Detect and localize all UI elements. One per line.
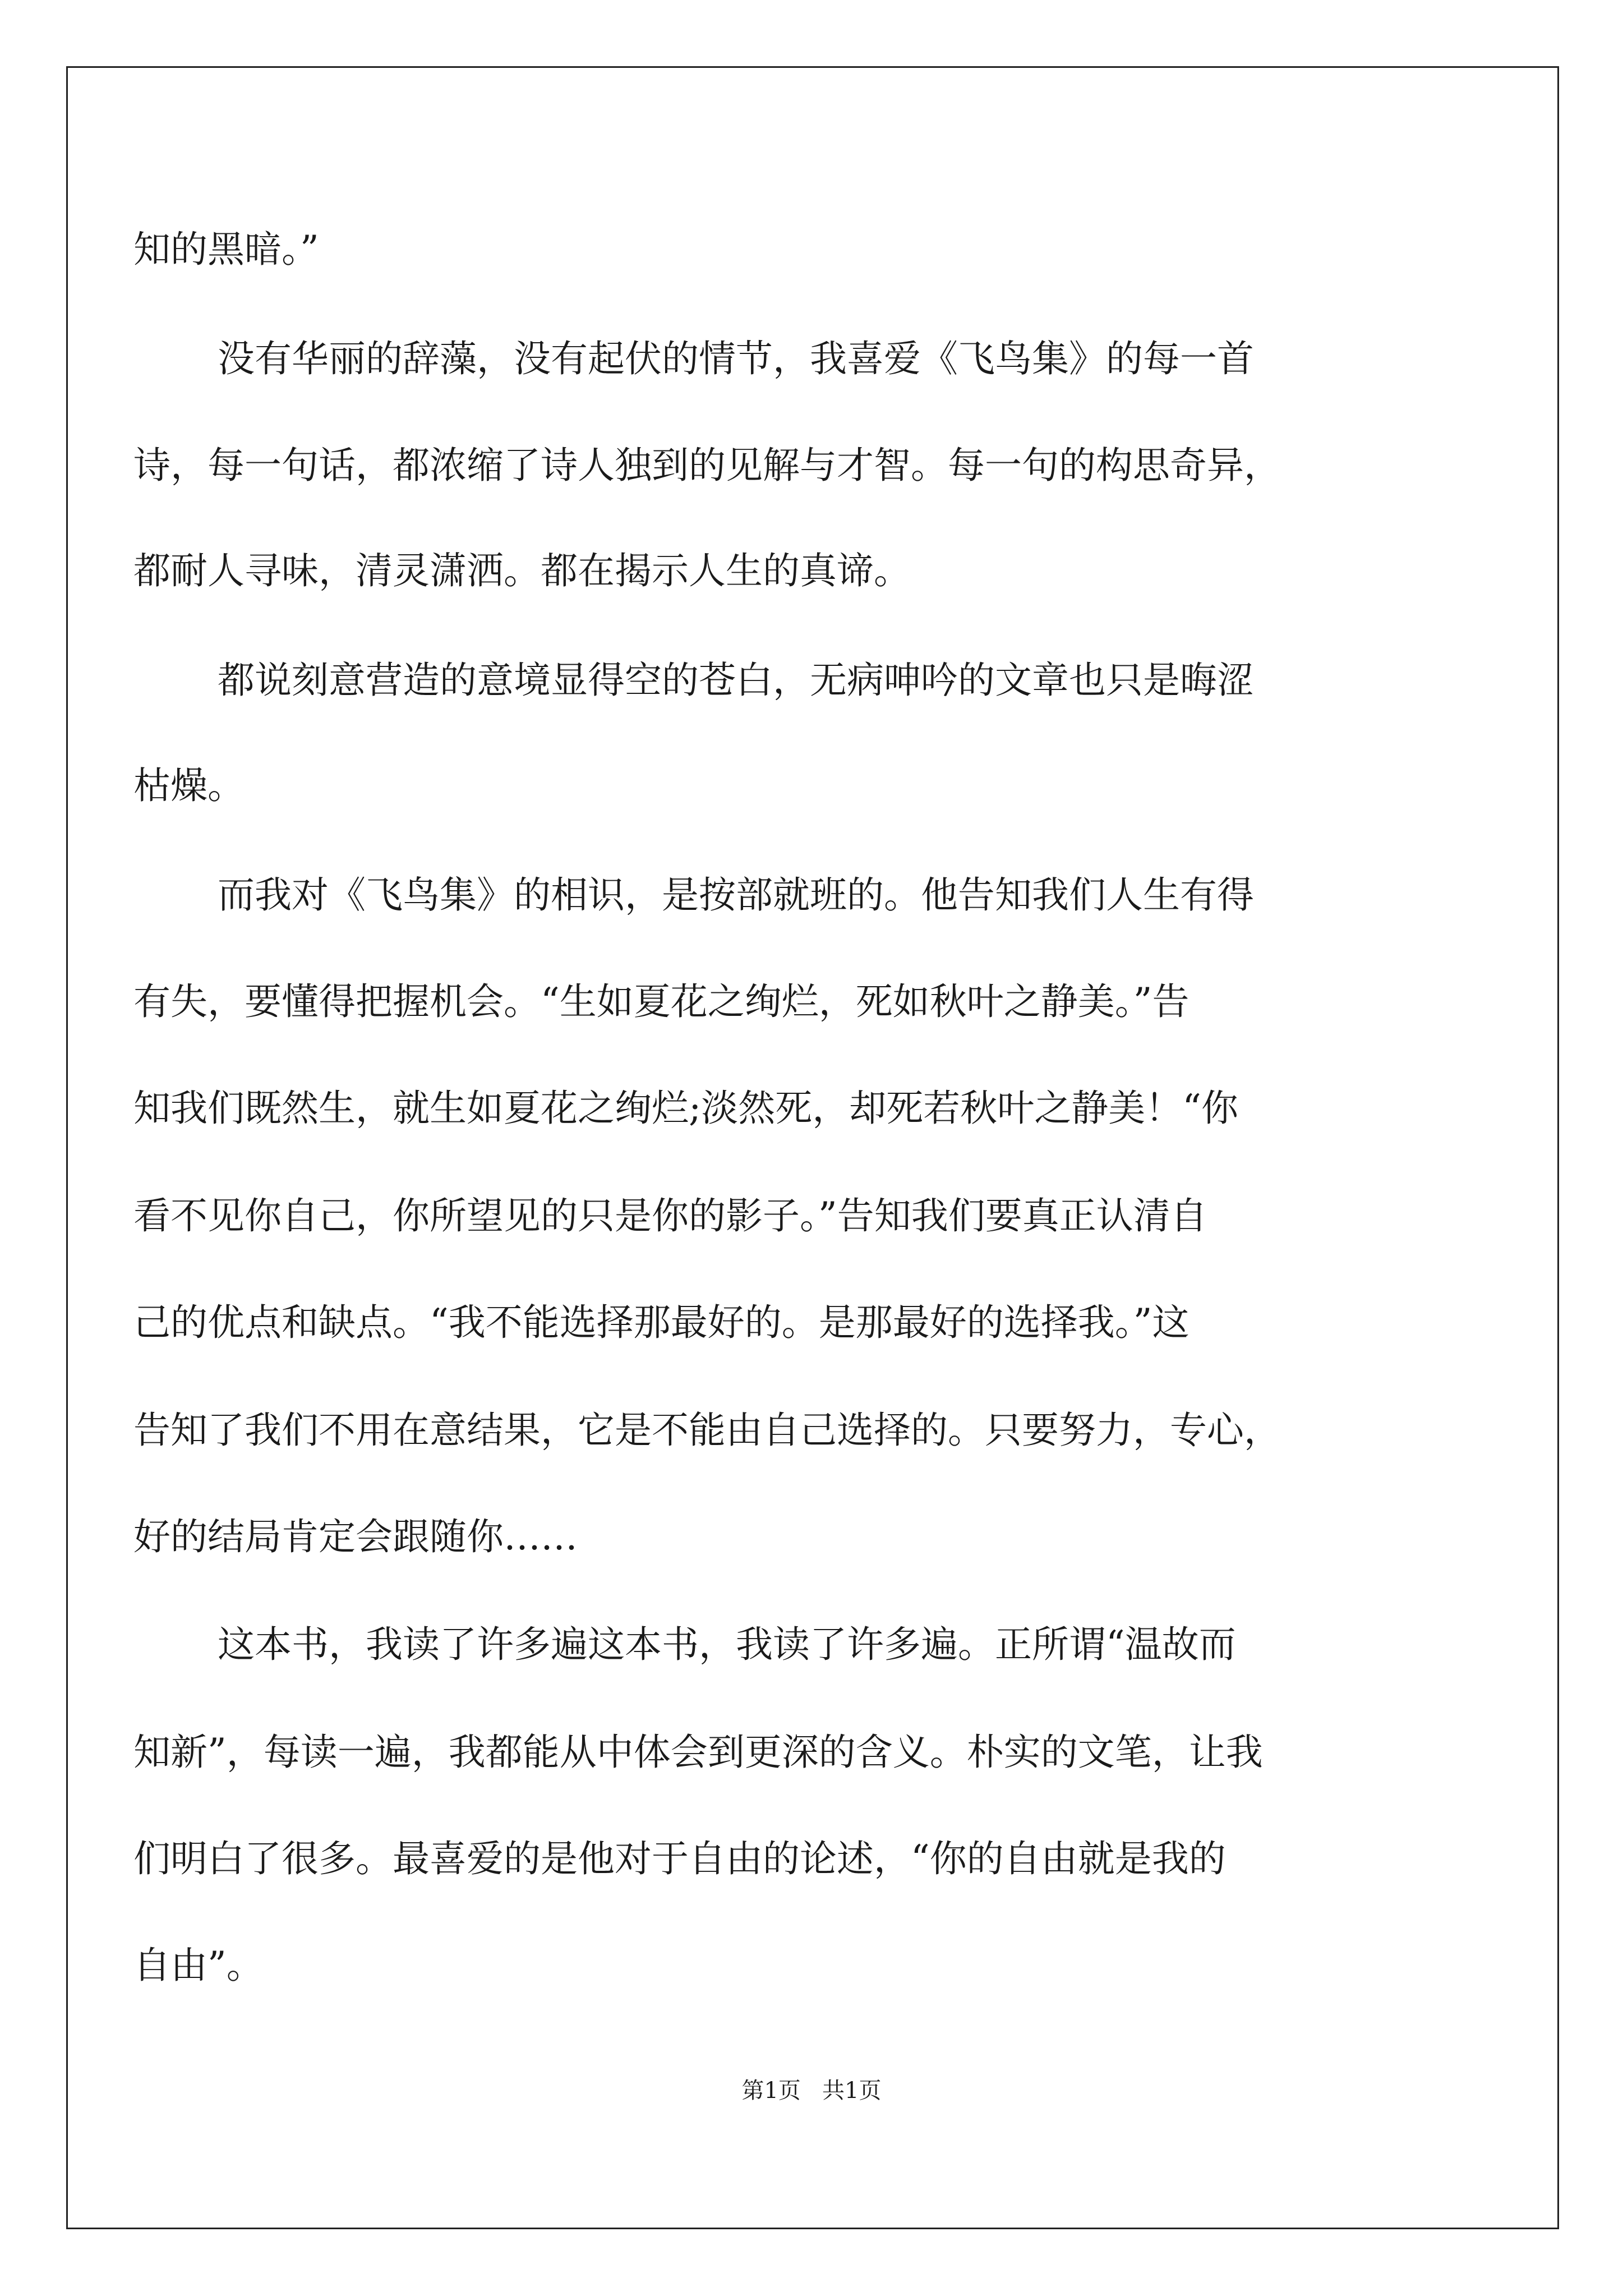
text-line: 自由”。 [133, 1944, 264, 1987]
text-line: 诗，每一句话，都浓缩了诗人独到的见解与才智。每一句的构思奇异， [133, 444, 1281, 487]
text-line: 有失，要懂得把握机会。“生如夏花之绚烂，死如秋叶之静美。”告 [133, 980, 1189, 1023]
page-border [66, 66, 1559, 2229]
text-line: 们明白了很多。最喜爱的是他对于自由的论述，“你的自由就是我的 [133, 1837, 1226, 1880]
text-line: 知我们既然生，就生如夏花之绚烂;淡然死，却死若秋叶之静美！“你 [133, 1087, 1238, 1130]
page-number: 第1页 共1页 [741, 2078, 882, 2104]
text-line: 告知了我们不用在意结果，它是不能由自己选择的。只要努力，专心， [133, 1409, 1281, 1452]
paragraph-start: 这本书，我读了许多遍这本书，我读了许多遍。正所谓“温故而 [218, 1623, 1236, 1666]
text-line: 都耐人寻味，清灵潇洒。都在揭示人生的真谛。 [133, 549, 911, 592]
paragraph-start: 都说刻意营造的意境显得空的苍白，无病呻吟的文章也只是晦涩 [218, 659, 1254, 702]
text-line: 知的黑暗。” [133, 228, 319, 271]
text-line: 枯燥。 [133, 764, 245, 807]
paragraph-start: 没有华丽的辞藻，没有起伏的情节，我喜爱《飞鸟集》的每一首 [218, 337, 1254, 380]
text-line: 好的结局肯定会跟随你…… [133, 1515, 578, 1558]
text-line: 看不见你自己，你所望见的只是你的影子。”告知我们要真正认清自 [133, 1194, 1207, 1237]
paragraph-start: 而我对《飞鸟集》的相识，是按部就班的。他告知我们人生有得 [218, 873, 1254, 917]
text-line: 己的优点和缺点。“我不能选择那最好的。是那最好的选择我。”这 [133, 1301, 1189, 1344]
text-line: 知新”，每读一遍，我都能从中体会到更深的含义。朴实的文笔，让我 [133, 1731, 1263, 1774]
